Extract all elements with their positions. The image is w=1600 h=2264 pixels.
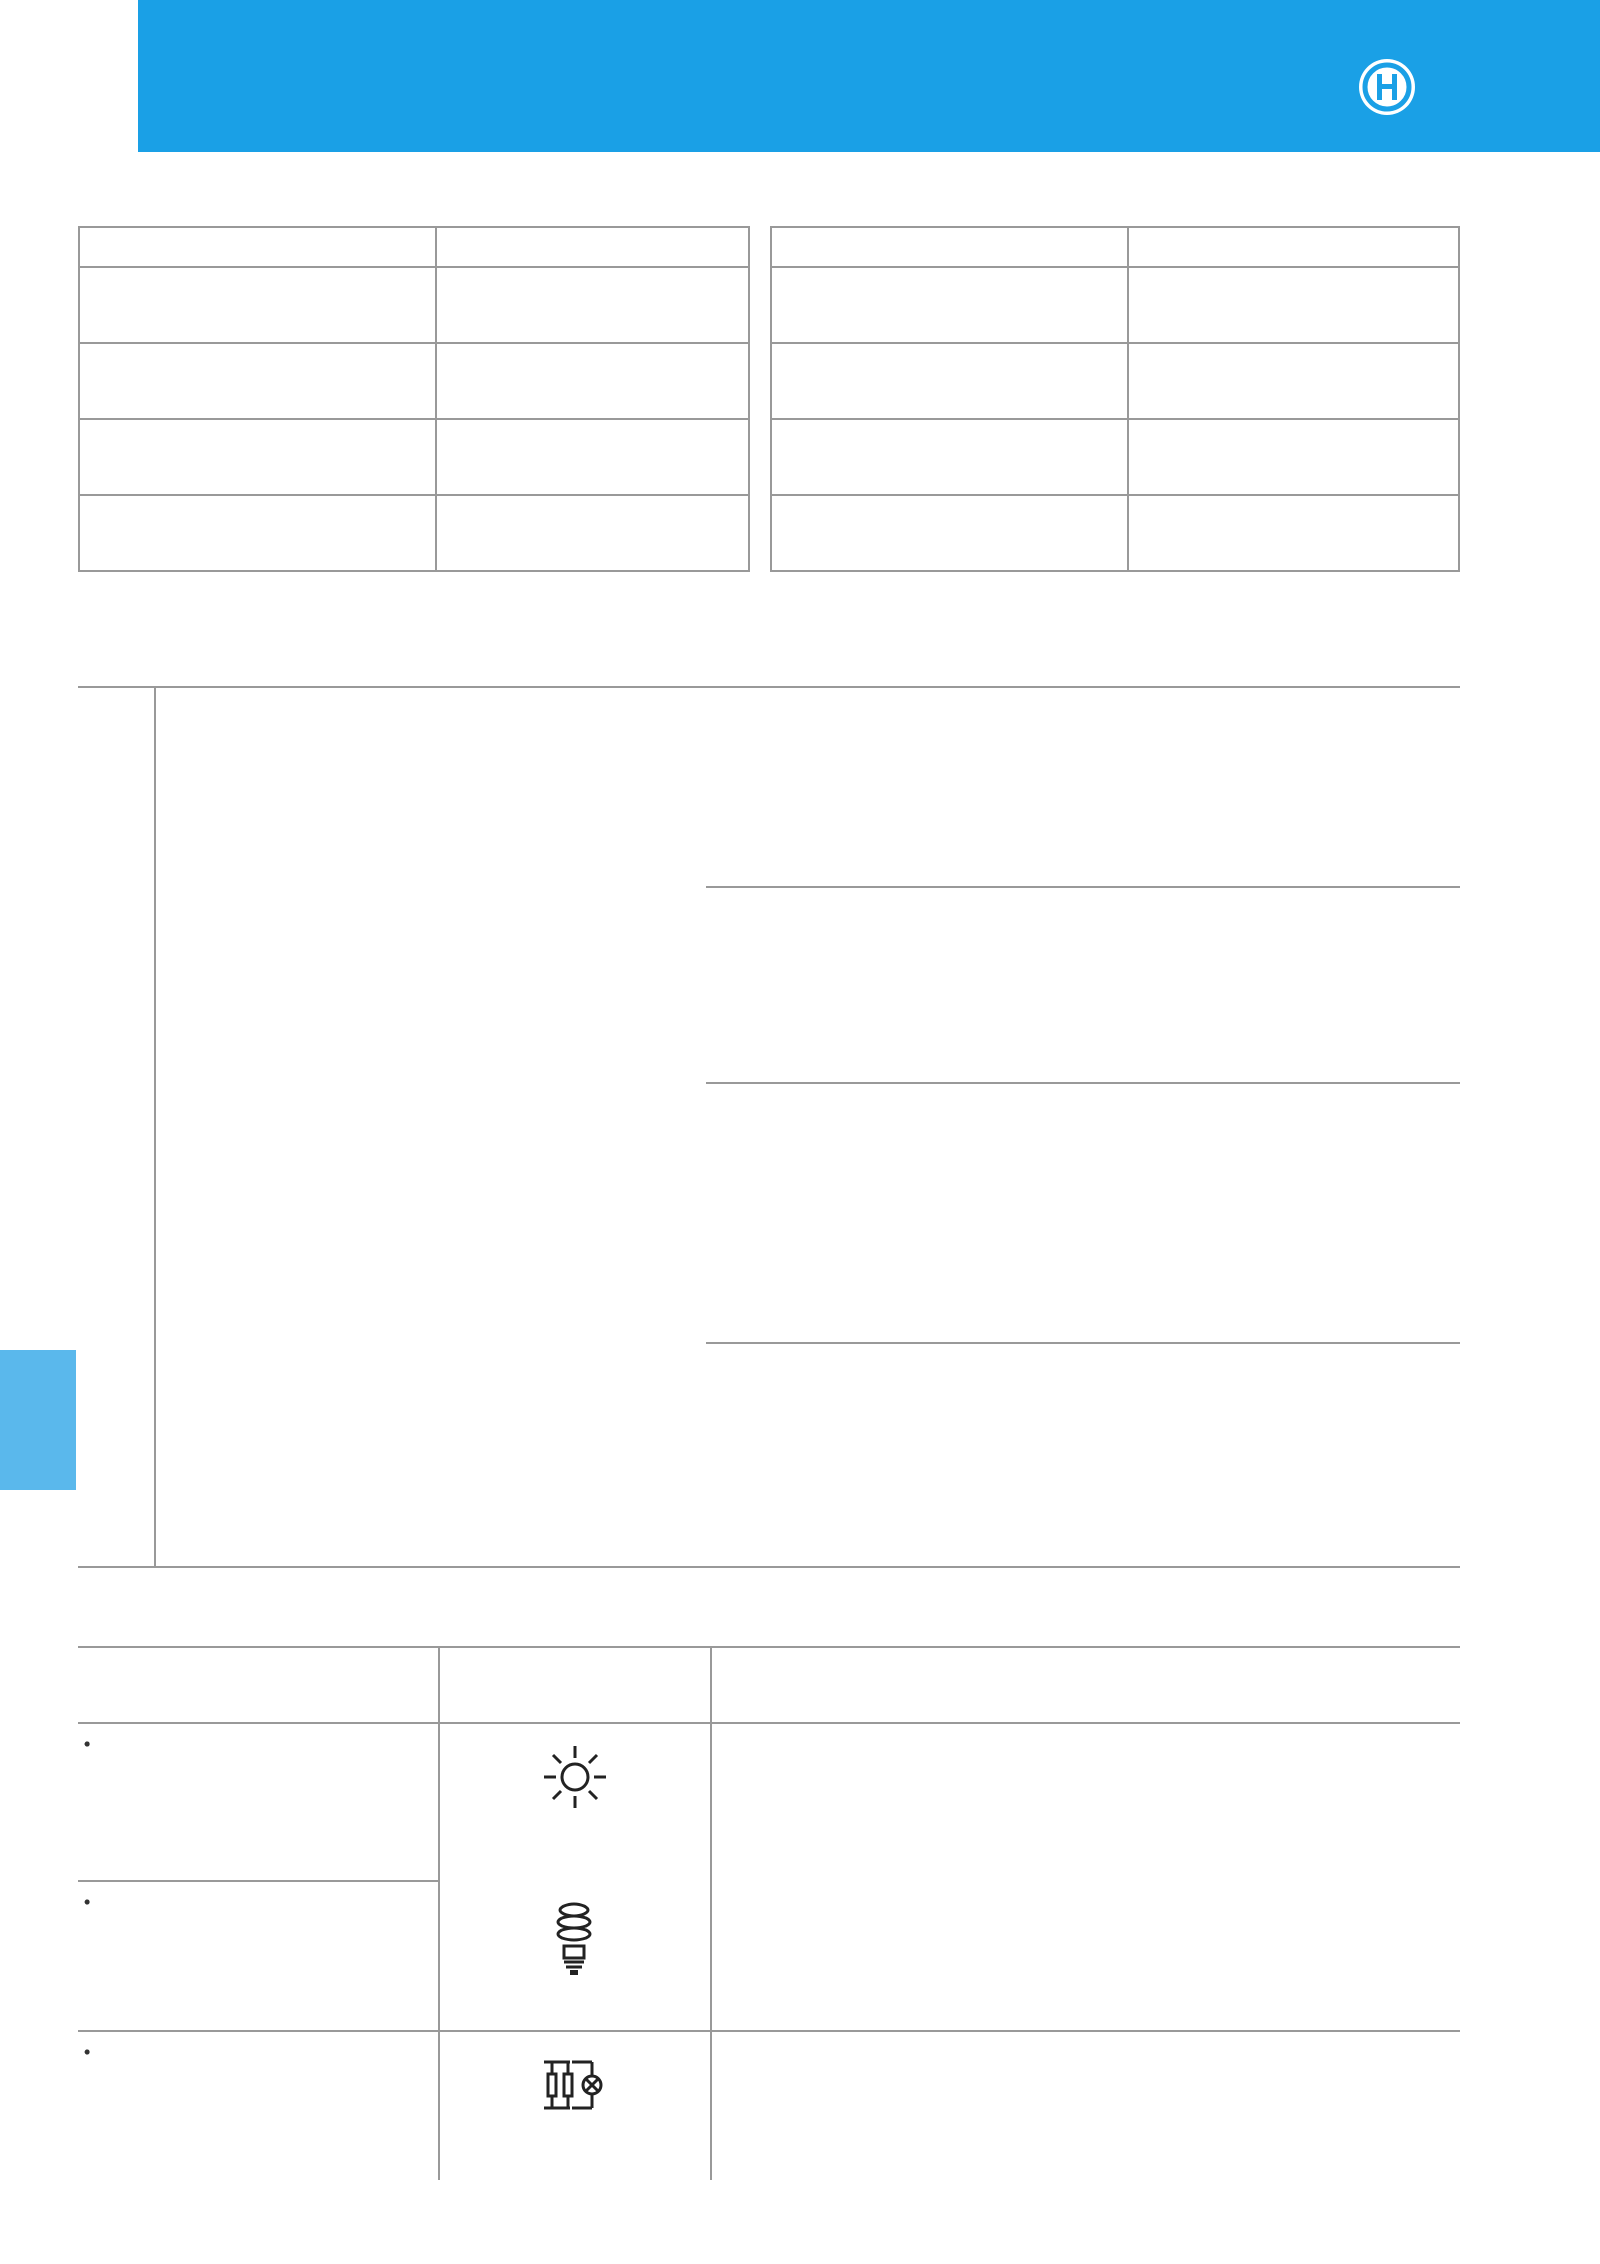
transformer-icon [540,2058,610,2112]
led-pattern-standby [771,267,1128,343]
led-pattern-overheat [771,495,1128,571]
chapter-tab [0,1350,76,1490]
led-pattern-staircase [79,495,436,571]
led-table-left [78,226,750,572]
divider [710,1648,712,2180]
function-charts [156,690,686,1560]
led-pattern-fault [79,419,436,495]
divider [438,1648,440,2180]
state-col-header [1128,227,1459,267]
series-tab [0,0,138,152]
dial-knob-icon [1310,1886,1450,2026]
led-state-text [1128,495,1459,571]
divider [78,2030,438,2032]
state-col-header [436,227,749,267]
led-col-header [79,227,436,267]
led-col-header [771,227,1128,267]
divider [78,1880,438,1882]
divider [438,2030,1460,2032]
divider [706,1342,1460,1344]
function-2-text [706,894,1460,900]
led-pattern-run [79,343,436,419]
function-3-text [706,1090,1460,1096]
divider [78,686,1460,688]
finder-logo-icon [1356,56,1418,118]
divider [706,1082,1460,1084]
dial-knob-icon [1310,2042,1450,2182]
cfl-bulb-icon [552,1900,596,1980]
led-state-text [436,343,749,419]
divider [706,886,1460,888]
led-state-text [1128,419,1459,495]
led-table-right [770,226,1460,572]
led-state-text [436,419,749,495]
led-pattern-run [771,343,1128,419]
led-state-text [1128,267,1459,343]
led-pattern-fault [771,419,1128,495]
finder-logo [1356,56,1586,116]
led-state-text [436,267,749,343]
led-state-text [1128,343,1459,419]
divider [78,1722,1460,1724]
divider [78,1566,1460,1568]
sun-icon [540,1742,610,1812]
dial-knob-icon [1310,1730,1450,1870]
function-1-text [706,694,1460,700]
led-state-text [436,495,749,571]
header-band [138,0,1600,152]
led-pattern-standby [79,267,436,343]
divider [78,1646,1460,1648]
